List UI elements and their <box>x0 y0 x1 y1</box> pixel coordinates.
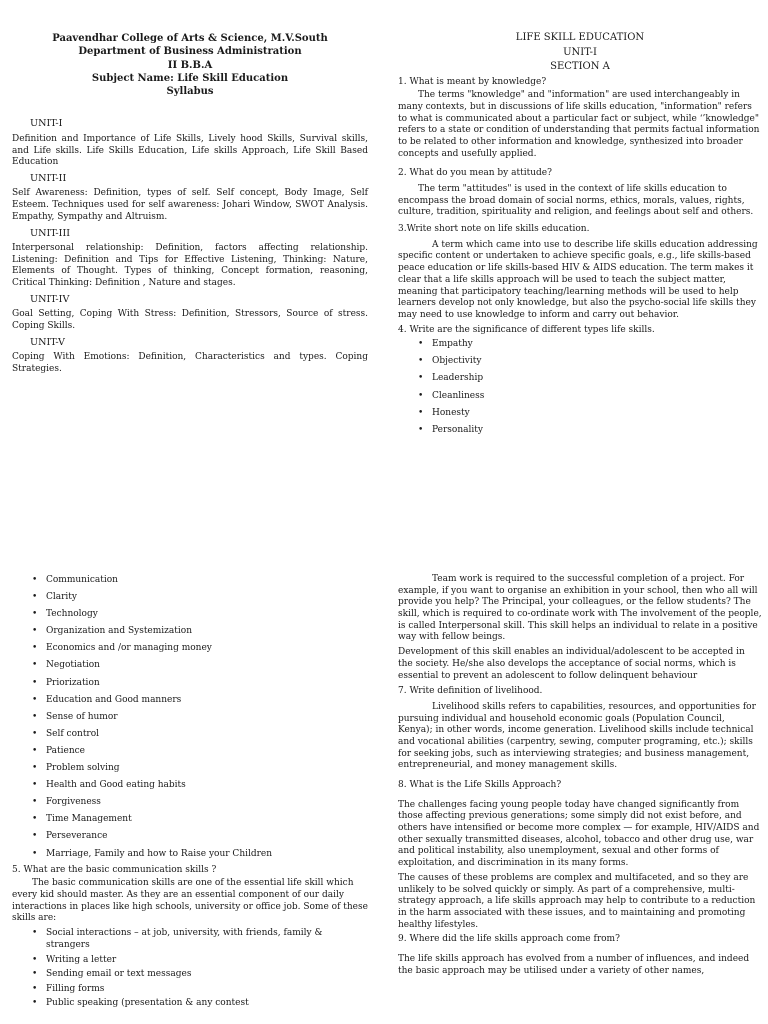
unit-title: UNIT-III <box>30 227 71 239</box>
list-item: • Marriage, Family and how to Raise your Children <box>12 848 368 861</box>
list-item: • Writing a letter <box>12 954 368 966</box>
unit-text: Goal Setting, Coping With Stress: Definition, Stressors, Source of stress. Coping Skills. <box>12 309 368 331</box>
answer-1: The terms "knowledge" and "information" are used interchangeably in many contexts, but in discussions of life skills education, "information" refers to what is communicated about a particular fact or subject, while ‘’knowledge" refers to a state or condition of understanding that permits factual information to be related to other information and knowledge, synthesized into broader concepts and usefully applied. <box>398 90 760 159</box>
interpersonal-column <box>398 574 762 980</box>
list-item: • Cleanliness <box>398 390 762 403</box>
list-item: • Problem solving <box>12 762 368 775</box>
unit-heading: UNIT-I <box>563 46 597 58</box>
answer-9: The life skills approach has evolved from a number of influences, and indeed the basic approach may be utilised under a variety of other names, <box>398 953 750 976</box>
list-item: • Priorization <box>12 677 368 690</box>
list-item: • Perseverance <box>12 830 368 843</box>
list-item: • Sending email or text messages <box>12 968 368 980</box>
list-item: • Filling forms <box>12 983 368 995</box>
subject-name: Subject Name: Life Skill Education <box>91 72 289 84</box>
list-item: • Negotiation <box>12 659 368 672</box>
list-item: • Public speaking (presentation & any contest <box>12 997 368 1009</box>
list-item: • Sense of humor <box>12 711 368 724</box>
unit-title: UNIT-V <box>30 336 65 348</box>
question-4: 4. Write are the significance of different types life skills. <box>398 324 655 335</box>
class-name: II B.B.A <box>167 59 213 71</box>
answer-7: Livelihood skills refers to capabilities, resources, and opportunities for pursuing individual and household economic goals (Population Council, Kenya); in other words, income generation. Livelihood skills include technical and vocational abilities (carpentry, sewing, computer programing, etc.); skills for seeking jobs, such as interviewing strategies; and business management, entrepreneurial, and money management skills. <box>398 701 756 771</box>
teamwork-paragraph: Team work is required to the successful completion of a project. For example, if you want to organise an exhibition in your school, then who all will provide you help? The Principal, your colleagues, or the fellow students? The skill, which is required to co-ordinate work with The involvement of the people, is called Interpersonal skill. This skill helps an individual to relate in a positive way with fellow beings. <box>398 574 762 643</box>
unit-title: UNIT-IV <box>30 293 70 305</box>
list-item: • Self control <box>12 728 368 741</box>
question-8: 8. What is the Life Skills Approach? <box>398 780 562 790</box>
unit-text: Self Awareness: Definition, types of self. Self concept, Body Image, Self Esteem. Techniques used for self awareness: Johari Window, SWOT Analysis. Empathy, Sympathy and Altruism. <box>12 188 368 222</box>
college-name: Paavendhar College of Arts & Science, M.V.South <box>52 33 328 44</box>
list-item: • Forgiveness <box>12 796 368 809</box>
question-3: 3.Write short note on life skills education. <box>398 224 590 235</box>
list-item: • Health and Good eating habits <box>12 779 368 792</box>
unit-text: Definition and Importance of Life Skills, Lively hood Skills, Survival skills, and Life skills. Life Skills Education, Life skills Approach, Life Skill Based Education <box>12 133 368 168</box>
question-1: 1. What is meant by knowledge? <box>398 76 547 87</box>
unit-text: Coping With Emotions: Definition, Characteristics and types. Coping Strategies. <box>12 352 368 374</box>
list-item: • Organization and Systemization <box>12 625 368 638</box>
life-skills-list <box>398 338 762 437</box>
list-item: • Economics and /or managing money <box>12 642 368 655</box>
list-item: • Communication <box>12 574 368 587</box>
unit-title: UNIT-I <box>30 118 63 130</box>
section-heading: SECTION A <box>550 61 610 72</box>
department-name: Department of Business Administration <box>78 46 302 58</box>
list-item: • Clarity <box>12 591 368 604</box>
list-item: • Leadership <box>398 372 762 385</box>
unit-text: Interpersonal relationship: Definition, factors affecting relationship. Listening: Definition and Tips for Effective Listening, Thinking: Nature, Elements of Thought. Types of thinking, Concept formation, reasoning, Critical Thinking: Definition , Nature and stages. <box>12 243 368 289</box>
list-item: • Time Management <box>12 813 368 826</box>
answer-5: The basic communication skills are one of the essential life skill which every kid should master. As they are an essential component of our daily interactions in places like high schools, university or office job. Some of these skills are: <box>12 878 368 924</box>
question-7: 7. Write definition of livelihood. <box>398 686 543 697</box>
answer-2: The term "attitudes" is used in the context of life skills education to encompass the broad domain of social norms, ethics, morals, values, rights, culture, tradition, spirituality and religion, and feelings about self and others. <box>398 184 754 218</box>
answer-8-paragraph-1: The challenges facing young people today have changed significantly from those affecting previous generations; some simply did not exist before, and others have intensified or become more complex — for example, HIV/AIDS and other sexually transmitted diseases, alcohol, tobacco and other drug use, war and political instability, also unemployment, sexual and other forms of exploitation, and discrimination in its many forms. <box>398 799 760 869</box>
question-2: 2. What do you mean by attitude? <box>398 168 552 179</box>
list-item: • Personality <box>398 424 762 437</box>
list-item: • Honesty <box>398 407 762 420</box>
section-a-column <box>398 31 762 441</box>
list-item: • Education and Good manners <box>12 694 368 707</box>
list-item: • Objectivity <box>398 355 762 368</box>
development-paragraph: Development of this skill enables an individual/adolescent to be accepted in the society. He/she also develops the acceptance of social norms, which is essential to prevent an adolescent to follow delinquent behaviour <box>398 647 745 681</box>
answer-3: A term which came into use to describe life skills education addressing specific content or undertaken to achieve specific goals, e.g., life skills-based peace education or life skills-based HIV & AIDS education. The term makes it clear that a life skills approach will be used to teach the subject matter, meaning that participatory teaching/learning methods will be used to help learners develop not only knowledge, but also the psycho-social life skills they may need to use knowledge to inform and carry out behavior. <box>398 239 758 320</box>
list-item: • Patience <box>12 745 368 758</box>
list-item: • Social interactions – at job, university, with friends, family & strangers <box>12 927 368 951</box>
page-title: LIFE SKILL EDUCATION <box>515 32 645 43</box>
page-interpersonal <box>0 512 768 1024</box>
list-item: • Technology <box>12 608 368 621</box>
question-5: 5. What are the basic communication skills ? <box>12 864 217 875</box>
question-9: 9. Where did the life skills approach come from? <box>398 934 620 945</box>
list-item: • Empathy <box>398 338 762 351</box>
unit-title: UNIT-II <box>30 173 67 185</box>
answer-8-paragraph-2: The causes of these problems are complex and multifaceted, and so they are unlikely to be solved quickly or simply. As part of a comprehensive, multi-strategy approach, a life skills approach may help to contribute to a reduction in the harm associated with these issues, and to maintaining and promoting healthy lifestyles. <box>398 872 756 930</box>
syllabus-label: Syllabus <box>166 86 214 98</box>
